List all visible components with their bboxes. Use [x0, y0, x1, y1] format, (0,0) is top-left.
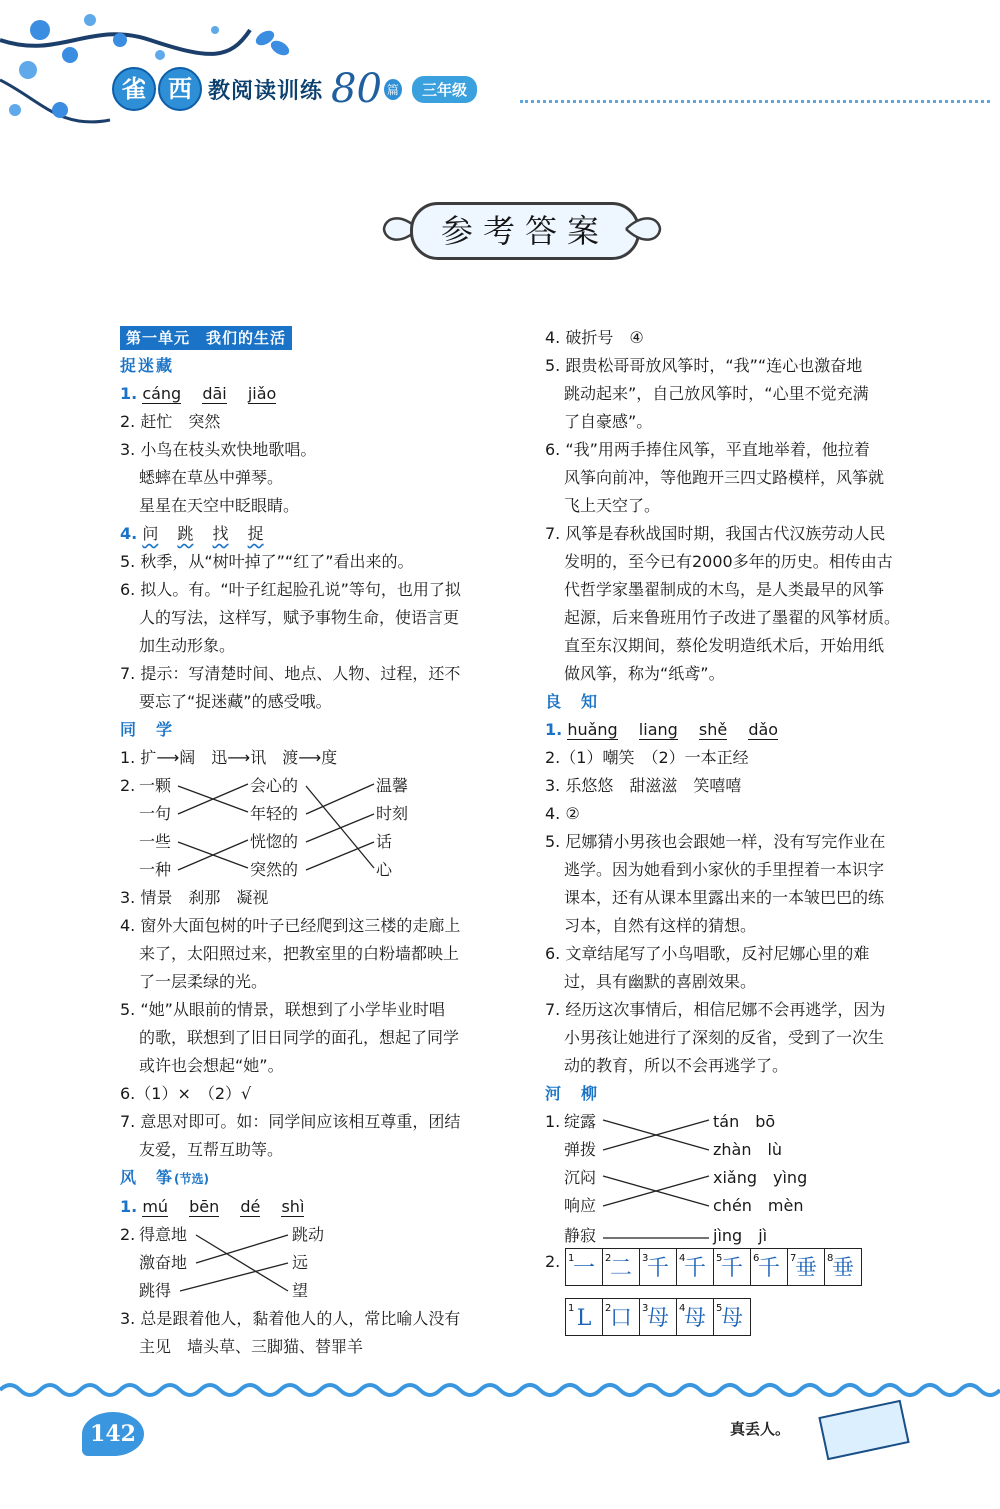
stroke-step: 垂	[831, 1256, 854, 1281]
match-pinyin: jìng jì	[713, 1226, 768, 1245]
match-middle: 年轻的	[250, 804, 299, 823]
match-middle: 会心的	[250, 776, 299, 795]
answer-line: 习本，自然有这样的猜想。	[564, 916, 757, 935]
pinyin-answer: jiǎo	[247, 384, 277, 403]
stroke-step: 垂	[794, 1256, 817, 1281]
logo-char: 西	[158, 67, 202, 111]
page-header	[0, 0, 1000, 150]
answer-line: 7. 意思对即可。如：同学间应该相互尊重，团结	[120, 1112, 461, 1131]
match-word: 静寂	[564, 1226, 597, 1245]
answer-line: 3. 小鸟在枝头欢快地歌唱。	[120, 440, 317, 459]
answer-line: 6.（1）× （2）√	[120, 1084, 252, 1103]
answer-line: 星星在天空中眨眼睛。	[139, 496, 300, 515]
answer-line: 5. 秋季，从“树叶掉了”“红了”看出来的。	[120, 552, 414, 571]
answer-line: 1. 扩⟶阔 迅⟶讯 渡⟶度	[120, 748, 338, 767]
wavy-word: 找	[212, 524, 229, 543]
stroke-cell: 3 母	[639, 1298, 676, 1336]
answer-line	[545, 716, 940, 744]
answer-line: 跳动起来”，自己放风筝时，“心里不觉充满	[564, 384, 869, 403]
answer-line	[120, 380, 510, 408]
unit-heading: 第一单元 我们的生活	[120, 326, 292, 350]
stroke-step: 母	[683, 1306, 706, 1331]
question-number: 4.	[120, 524, 138, 543]
answer-line: 了自豪感”。	[564, 412, 653, 431]
stroke-step: 千	[757, 1256, 780, 1281]
grade-badge: 三年级	[412, 76, 477, 103]
match-word: 绽露	[564, 1112, 597, 1131]
question-number: 1.	[120, 1197, 138, 1216]
answer-line: 人的写法，这样写，赋予事物生命，使语言更	[139, 608, 460, 627]
matching-lines	[120, 1221, 510, 1305]
question-number: 2.	[120, 776, 136, 795]
answer-title-banner	[380, 196, 664, 266]
match-right: 话	[376, 832, 393, 851]
match-left: 得意地	[139, 1225, 188, 1244]
series-title: 教阅读训练	[208, 78, 324, 104]
series-brand	[112, 66, 477, 112]
match-left: 一些	[139, 832, 172, 851]
pinyin-answer: mú	[142, 1197, 169, 1216]
answer-line: 7. 经历这次事情后，相信尼娜不会再逃学，因为	[545, 1000, 886, 1019]
stroke-cell: 8 垂	[824, 1248, 862, 1286]
right-column	[545, 324, 940, 1338]
question-number: 1.	[545, 1112, 561, 1131]
brand-logo	[112, 67, 204, 111]
answer-line: 来了，太阳照过来，把教室里的白粉墙都映上	[139, 944, 460, 963]
section-heading: 河 柳	[545, 1084, 600, 1103]
word-matching	[120, 772, 510, 884]
answer-line: 7. 风筝是春秋战国时期，我国古代汉族劳动人民	[545, 524, 886, 543]
footer-wave-border	[0, 1380, 1000, 1400]
answer-line: 或许也会想起“她”。	[139, 1056, 284, 1075]
match-right: 望	[292, 1281, 309, 1300]
stroke-cell: 4 千	[676, 1248, 713, 1286]
stroke-cell: 3 千	[639, 1248, 676, 1286]
answer-line: 了一层柔绿的光。	[139, 972, 268, 991]
answer-line: 发明的，至今已有2000多年的历史。相传由古	[564, 552, 893, 571]
match-pinyin: chén mèn	[713, 1196, 804, 1215]
answer-line: 的歌，联想到了旧日同学的面孔，想起了同学	[139, 1028, 460, 1047]
pinyin-answer: dǎo	[748, 720, 779, 739]
match-middle: 恍惚的	[250, 832, 299, 851]
stroke-cell: 4 母	[676, 1298, 713, 1336]
match-right: 跳动	[292, 1225, 325, 1244]
stroke-step: 千	[646, 1256, 669, 1281]
match-left: 激奋地	[139, 1253, 188, 1272]
title-ornament-right	[624, 212, 664, 246]
answer-line: 主见 墙头草、三脚猫、替罪羊	[139, 1337, 364, 1356]
stroke-order-row	[565, 1248, 940, 1288]
match-middle: 突然的	[250, 860, 299, 879]
match-left: 一句	[139, 804, 172, 823]
stroke-step: 母	[720, 1306, 743, 1331]
answer-line: 5. 尼娜猜小男孩也会跟她一样，没有写完作业在	[545, 832, 886, 851]
stroke-cell: 6 千	[750, 1248, 787, 1286]
section-note: (节选)	[174, 1172, 209, 1186]
match-pinyin: tán bō	[713, 1112, 776, 1131]
answer-line: 2. 赶忙 突然	[120, 412, 221, 431]
stroke-order-answer	[545, 1248, 940, 1338]
answer-line: 5. 跟贵松哥哥放风筝时，“我”“连心也激奋地	[545, 356, 863, 375]
header-dotted-rule	[520, 100, 990, 103]
answer-line: 逃学。因为她看到小家伙的手里捏着一本识字	[564, 860, 885, 879]
match-pinyin: xiǎng yìng	[713, 1168, 808, 1187]
pinyin-answer: dāi	[202, 384, 227, 403]
series-number: 80	[331, 66, 382, 112]
pinyin-answer: cáng	[142, 384, 182, 403]
answer-line: 6. “我”用两手捧住风筝，平直地举着，他拉着	[545, 440, 870, 459]
section-heading	[120, 1164, 510, 1193]
stroke-step: 千	[720, 1256, 743, 1281]
answer-line: 4. ②	[545, 804, 580, 823]
series-unit: 篇	[384, 79, 402, 100]
stroke-cell: 2 二	[602, 1248, 639, 1286]
match-word: 弹拨	[564, 1140, 597, 1159]
pinyin-answer: bēn	[189, 1197, 220, 1216]
match-right: 心	[376, 860, 393, 879]
pinyin-answer: liang	[638, 720, 678, 739]
page-title: 参考答案	[410, 202, 640, 260]
answer-line: 加生动形象。	[139, 636, 236, 655]
answer-line: 起源，后来鲁班用竹子改进了墨翟的风筝材质。	[564, 608, 901, 627]
answer-line: 课本，还有从课本里露出来的一本皱巴巴的练	[564, 888, 885, 907]
question-number: 2.	[545, 1252, 561, 1271]
match-right: 温馨	[376, 776, 409, 795]
answer-line: 飞上天空了。	[564, 496, 661, 515]
stroke-step: 一	[572, 1256, 595, 1281]
match-right: 时刻	[376, 804, 409, 823]
section-title: 风 筝	[120, 1168, 175, 1187]
answer-line: 3. 总是跟着他人，黏着他人的人，常比喻人没有	[120, 1309, 461, 1328]
question-number: 2.	[120, 1225, 136, 1244]
stroke-cell: 1 一	[565, 1248, 602, 1286]
answer-line	[120, 520, 510, 548]
stroke-order-row	[565, 1298, 940, 1338]
match-right: 远	[292, 1253, 309, 1272]
page-number: 142	[82, 1412, 144, 1456]
answer-line: 小男孩让她进行了深刻的反省，受到了一次生	[564, 1028, 885, 1047]
answer-line: 代哲学家墨翟制成的木鸟，是人类最早的风筝	[564, 580, 885, 599]
answer-line: 4. 窗外大面包树的叶子已经爬到这三楼的走廊上	[120, 916, 461, 935]
answer-line: 蟋蟀在草丛中弹琴。	[139, 468, 284, 487]
answer-line: 过，具有幽默的喜剧效果。	[564, 972, 757, 991]
stroke-cell: 2 口	[602, 1298, 639, 1336]
answer-line	[120, 1193, 510, 1221]
answer-line: 6. 拟人。有。“叶子红起脸孔说”等句，也用了拟	[120, 580, 461, 599]
answer-line: 动的教育，所以不会再逃学了。	[564, 1056, 789, 1075]
pinyin-answer: dé	[240, 1197, 261, 1216]
word-matching	[120, 1221, 510, 1305]
answer-line: 友爱，互帮互助等。	[139, 1140, 284, 1159]
stroke-step: 二	[609, 1256, 632, 1281]
matching-lines	[120, 772, 510, 884]
stroke-cell: 7 垂	[787, 1248, 824, 1286]
decorative-tag-image	[818, 1400, 909, 1461]
answer-line: 4. 破折号 ④	[545, 328, 644, 347]
answer-line: 7. 提示：写清楚时间、地点、人物、过程，还不	[120, 664, 461, 683]
section-heading: 良 知	[545, 692, 600, 711]
answer-line: 要忘了“捉迷藏”的感受哦。	[139, 692, 332, 711]
answer-line: 做风筝，称为“纸鸢”。	[564, 664, 725, 683]
match-left: 一颗	[139, 776, 172, 795]
stroke-cell: 5 母	[713, 1298, 751, 1336]
match-word: 沉闷	[564, 1168, 597, 1187]
pinyin-matching	[545, 1108, 940, 1248]
logo-char: 雀	[112, 67, 156, 111]
match-pinyin: zhàn lù	[713, 1140, 783, 1159]
pinyin-answer: shì	[281, 1197, 305, 1216]
match-left: 一种	[139, 860, 172, 879]
section-heading: 捉迷藏	[120, 356, 175, 375]
answer-line: 6. 文章结尾写了小鸟唱歌，反衬尼娜心里的难	[545, 944, 870, 963]
wavy-word: 捉	[247, 524, 264, 543]
pinyin-answer: shě	[698, 720, 728, 739]
stroke-step: 母	[646, 1306, 669, 1331]
wavy-word: 问	[142, 524, 159, 543]
section-heading: 同 学	[120, 720, 175, 739]
footer-note: 真丢人。	[730, 1420, 791, 1438]
match-word: 响应	[564, 1196, 597, 1215]
question-number: 1.	[545, 720, 563, 739]
answer-line: 2.（1）嘲笑 （2）一本正经	[545, 748, 749, 767]
stroke-step: 口	[609, 1306, 632, 1331]
question-number: 1.	[120, 384, 138, 403]
stroke-step: 千	[683, 1256, 706, 1281]
wavy-word: 跳	[177, 524, 194, 543]
left-column	[120, 324, 510, 1361]
answer-line: 直至东汉期间，蔡伦发明造纸术后，开始用纸	[564, 636, 885, 655]
answer-line: 风筝向前冲，等他跑开三四丈路模样，风筝就	[564, 468, 885, 487]
stroke-step: L	[576, 1306, 592, 1331]
stroke-cell: 1 L	[565, 1298, 602, 1336]
match-left: 跳得	[139, 1281, 172, 1300]
stroke-cell: 5 千	[713, 1248, 750, 1286]
pinyin-answer: huǎng	[567, 720, 618, 739]
answer-line: 3. 情景 刹那 凝视	[120, 888, 269, 907]
answer-line: 3. 乐悠悠 甜滋滋 笑嘻嘻	[545, 776, 742, 795]
answer-line: 5. “她”从眼前的情景，联想到了小学毕业时唱	[120, 1000, 445, 1019]
